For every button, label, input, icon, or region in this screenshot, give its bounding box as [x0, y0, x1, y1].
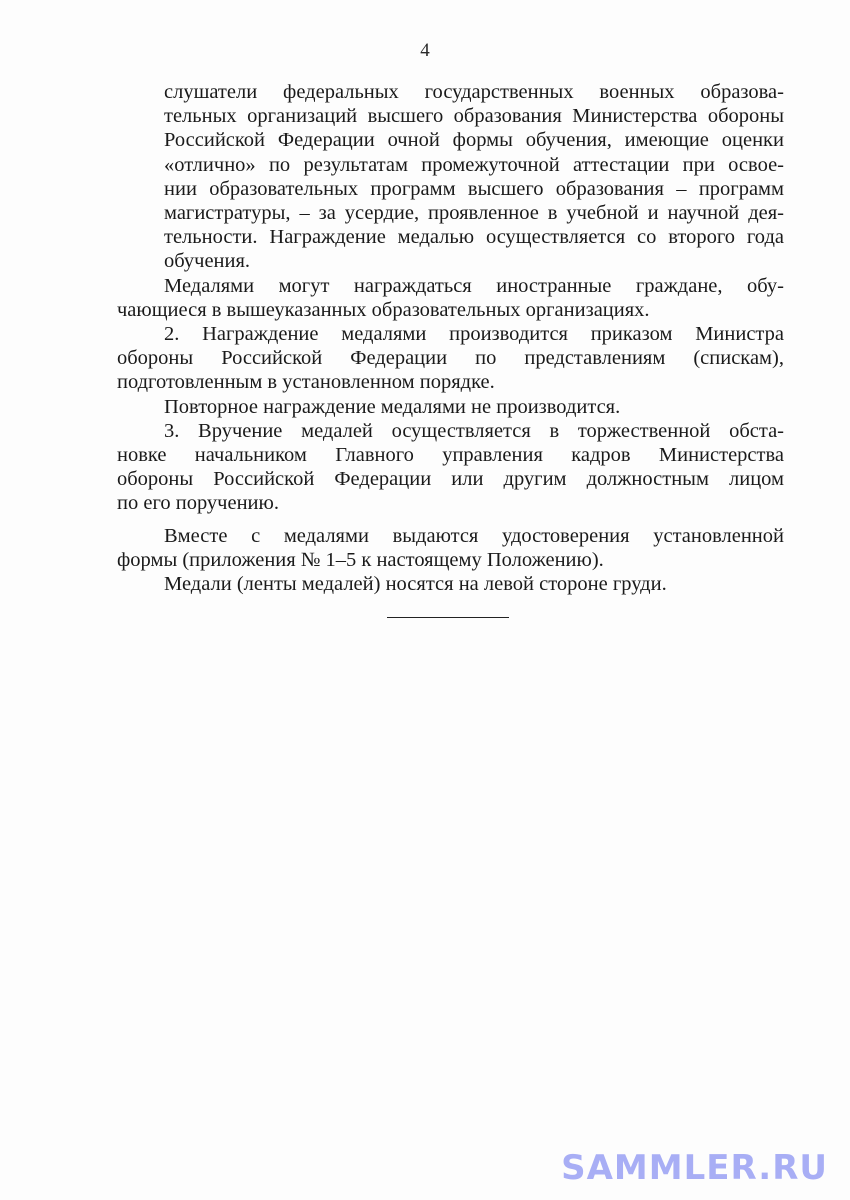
paragraph-2	[117, 274, 784, 322]
page-number: 4	[420, 40, 430, 61]
text-line: обучения.	[164, 250, 251, 273]
text-line: Медалями могут награждаться иностранные граждане, обу-	[164, 274, 784, 297]
end-of-text-rule	[387, 617, 509, 618]
text-line: слушатели федеральных государственных военных образова-	[164, 81, 784, 103]
text-line: новке начальником Главного управления кадров Министерства	[117, 444, 784, 467]
text-line: «отлично» по результатам промежуточной аттестации при освое-	[164, 153, 784, 176]
text-line: чающиеся в вышеуказанных образовательных организациях.	[117, 298, 650, 321]
text-line: обороны Российской Федерации по представлениям (спискам),	[117, 347, 784, 370]
text-line: Вместе с медалями выдаются удостоверения установленной	[164, 524, 784, 547]
text-line: обороны Российской Федерации или другим должностным лицом	[117, 468, 784, 491]
text-line: подготовленным в установленном порядке.	[117, 371, 495, 394]
site-watermark: SAMMLER.RU	[561, 1148, 828, 1188]
text-line: тельных организаций высшего образования Министерства обороны	[164, 105, 784, 128]
document-body	[117, 80, 784, 596]
paragraph-4	[164, 395, 784, 419]
paragraph-3	[117, 322, 784, 395]
text-line: тельности. Награждение медалью осуществляется со второго года	[164, 226, 784, 249]
text-line: формы (приложения № 1–5 к настоящему Положению).	[117, 548, 604, 571]
text-line: по его поручению.	[117, 492, 279, 515]
paragraph-6	[117, 524, 784, 572]
text-line: 2. Награждение медалями производится приказом Министра	[164, 323, 784, 346]
paragraph-5	[117, 419, 784, 516]
paragraph-1	[164, 80, 784, 274]
text-line: Повторное награждение медалями не производится.	[164, 395, 621, 418]
text-line: магистратуры, – за усердие, проявленное в учебной и научной дея-	[164, 202, 784, 225]
text-line: 3. Вручение медалей осуществляется в торжественной обста-	[164, 419, 784, 442]
text-line: Российской Федерации очной формы обучения, имеющие оценки	[164, 129, 784, 152]
text-line: нии образовательных программ высшего образования – программ	[164, 177, 784, 200]
text-line: Медали (ленты медалей) носятся на левой стороне груди.	[164, 573, 667, 596]
paragraph-7	[164, 572, 784, 596]
